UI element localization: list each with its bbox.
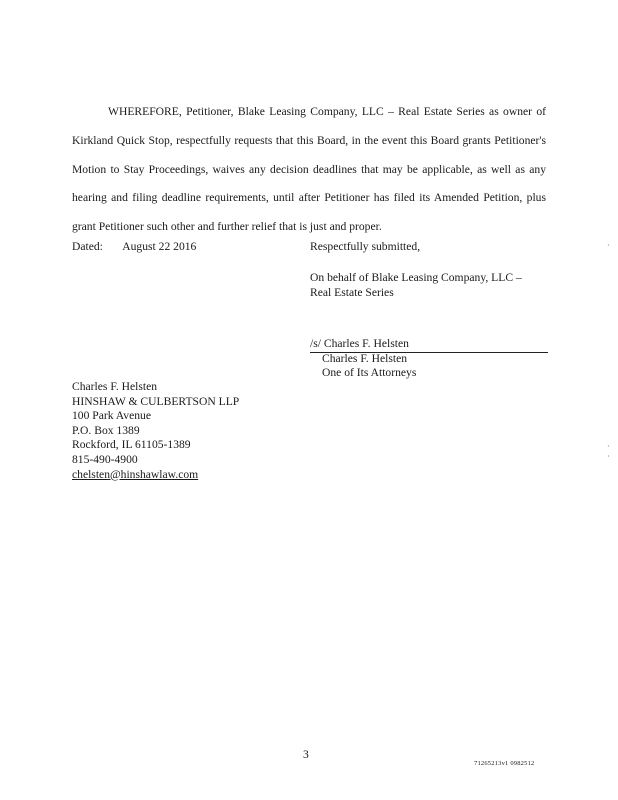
on-behalf-line-2: Real Estate Series [310,286,394,299]
signer-title: One of Its Attorneys [322,366,417,379]
page-number: 3 [303,748,309,761]
attorney-address-block [72,380,239,482]
respectfully-submitted: Respectfully submitted, [310,240,421,253]
po-box: P.O. Box 1389 [72,423,140,437]
dated-row [72,240,196,254]
margin-dot: · [607,452,610,461]
margin-dot: · [607,442,610,451]
street-address: 100 Park Avenue [72,409,151,423]
margin-dot: · [607,241,610,250]
document-id: 71265213v1 0982512 [474,760,535,767]
on-behalf-block [310,270,550,300]
email-link[interactable]: chelsten@hinshawlaw.com [72,467,199,481]
on-behalf-line-1: On behalf of Blake Leasing Company, LLC – [310,271,522,284]
wherefore-paragraph: WHEREFORE, Petitioner, Blake Leasing Company, LLC – Real Estate Series as owner of Kirkland Quick Stop, respectfully requests that this Board, in the event this Board grants Petitioner's Motion to Stay Proceedings, waives any decision deadlines that may be applicable, as well as any hearing and filing deadline requirements, until after Petitioner has filed its Amended Petition, plus grant Petitioner such other and further relief that is just and proper. [72,105,546,234]
dated-value: August 22 2016 [122,240,197,253]
signature-line: /s/ Charles F. Helsten [310,337,548,353]
signer-name: Charles F. Helsten [322,352,408,365]
firm-name: HINSHAW & CULBERTSON LLP [72,394,240,408]
attorney-name: Charles F. Helsten [72,380,158,393]
phone-number: 815-490-4900 [72,452,138,466]
dated-label: Dated: [72,240,103,253]
city-state-zip: Rockford, IL 61105-1389 [72,438,191,452]
signature-submitted [310,240,550,254]
